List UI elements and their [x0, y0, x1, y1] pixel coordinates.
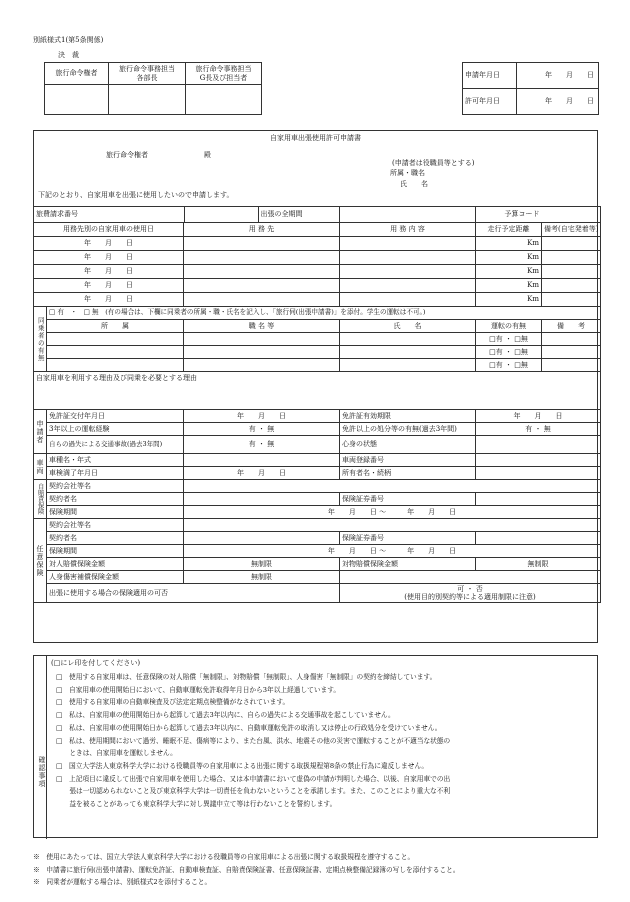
- permit-date-value[interactable]: 年 月 日: [517, 89, 599, 115]
- use-header-distance: 走行予定距離: [476, 223, 542, 237]
- confirm-item[interactable]: □ 私は、自家用車の使用開始日から起算して過去3年以内に、自らの過失による交通事故を起こしていません。: [56, 711, 395, 720]
- dojo-header-title: 職 名 等: [184, 320, 340, 333]
- dept-label: 所属・職名: [390, 169, 425, 177]
- form-number: 別紙様式1(第5条関係): [33, 36, 104, 44]
- confirm-item[interactable]: □ 私は、自家用車の使用開始日から起算して過去3年以内に、自動車運転免許の取消し又は停止の行政処分を受けていません。: [56, 723, 442, 732]
- confirm-label: 確認事項: [34, 656, 47, 839]
- nini-label: 任意保険: [34, 519, 47, 603]
- vehicle-label: 車両: [34, 454, 47, 480]
- use-km[interactable]: Km: [476, 251, 542, 265]
- use-km[interactable]: Km: [476, 293, 542, 307]
- drive-choice[interactable]: □有 ・ □無: [476, 333, 542, 346]
- footnote: ※ 申請書に旅行伺(出張申請書)、運転免許証、自動車検査証、自賠責保険証書、任意保険証書、定期点検整備記録簿の写しを添付すること。: [33, 865, 460, 874]
- drive-choice[interactable]: □有 ・ □無: [476, 346, 542, 359]
- use-header-remarks: 備考(自宅発着等): [542, 223, 601, 237]
- approval-table: [44, 62, 262, 115]
- use-header-place: 用 務 先: [184, 223, 340, 237]
- use-km[interactable]: Km: [476, 265, 542, 279]
- use-header-date: 用務先別の自家用車の使用日: [34, 223, 184, 237]
- applicant-label: 申請者: [34, 410, 47, 454]
- intro-text: 下記のとおり、自家用車を出張に使用したいので申請します。: [38, 191, 234, 199]
- footnotes: [33, 851, 460, 889]
- confirm-list: [56, 671, 450, 811]
- addressee: 旅行命令権者: [106, 151, 148, 159]
- date-table: [462, 62, 599, 115]
- confirm-item[interactable]: □ 国立大学法人東京科学大学における役職員等の自家用車による出張に関する取扱規程第8条の禁止行為に違反しません。: [56, 761, 429, 770]
- jibai-label: 自賠責保険: [34, 480, 47, 519]
- use-date[interactable]: 年 月 日: [34, 251, 184, 265]
- confirm-item[interactable]: □ 使用する自家用車は、任意保険の対人賠償「無制限」、対物賠償「無制限」、人身傷害「無制限」の契約を締結しています。: [56, 673, 437, 681]
- apply-date-label: 申請年月日: [463, 63, 517, 89]
- confirm-item[interactable]: □ 自家用車の使用開始日において、自動車運転免許取得年月日から3年以上経過しています。: [56, 685, 341, 694]
- confirm-instruction: (□にレ印を付してください): [51, 659, 141, 667]
- dojo-header-name: 氏 名: [340, 320, 476, 333]
- footnote: ※ 同乗者が運転する場合は、別紙様式2を添付すること。: [33, 878, 212, 886]
- use-date[interactable]: 年 月 日: [34, 265, 184, 279]
- use-date[interactable]: 年 月 日: [34, 293, 184, 307]
- footnote: ※ 使用にあたっては、国立大学法人東京科学大学における役職員等の自家用車による出張に関する取扱規程を遵守すること。: [33, 853, 415, 861]
- confirm-item[interactable]: □ 上記項目に違反して出張で自家用車を使用した場合、又は本申請書において虚偽の申請が判明した場合、以後、自家用車での出: [56, 774, 451, 783]
- confirm-section: [33, 655, 598, 838]
- main-form: [33, 130, 598, 643]
- approver-1-seal[interactable]: [45, 85, 109, 115]
- name-label: 氏 名: [400, 180, 428, 188]
- drive-choice[interactable]: □有 ・ □無: [476, 359, 542, 372]
- ryohi-label: 旅費請求番号: [34, 207, 184, 223]
- use-date[interactable]: 年 月 日: [34, 237, 184, 251]
- applicant-note: (申請者は役職員等とする): [392, 159, 475, 167]
- permit-date-label: 許可年月日: [463, 89, 517, 115]
- confirm-item[interactable]: □ 私は、使用期間において過労、睡眠不足、傷病等により、また台風、洪水、地震その他の災害で運転することが不適当な状態の: [56, 736, 451, 745]
- approver-1: 旅行命令権者: [45, 63, 109, 85]
- yosan-label: 予算コード: [476, 207, 542, 223]
- approver-2: 旅行命令事務担当 各部長: [109, 63, 186, 85]
- kessai-label: 決 裁: [58, 51, 79, 59]
- approver-2-seal[interactable]: [109, 85, 186, 115]
- form-grid: 旅費請求番号 出張の全期間 予算コード 用務先別の自家用車の使用日 用 務 先 用 務 内 容 走行予定距離 備考(自宅発着等) 年 月 日 Km 年 月 日 Km 年 月 日 Km 年 月 日 Km 年 月 日 Km 同乗者の有無 □ 有 ・ □ 無 (有の場合は、下欄に同乗者の所属・職・氏名を記入し、「旅行伺(出張申請書)」を添付。学生の運転は不可。) 所 属 職 名 等 氏 名 運転の有無 備 考 □有 ・ □無 □有 ・ □無 □有 ・ □無 自家用車を利用する理由及び同乗を必要とする理由 申請者 免許証交付年月日 年 月 日 免許証有効期限 年 月 日 3年以上の運転経験 有 ・ 無 免許以上の処分等の有無(過去3年間) 有 ・ 無 自らの過失による交通事故(過去3年間) 有 ・ 無 心身の状態 車両 車種名・年式 車両登録番号 車検満了年月日 年 月 日 所有者名・続柄 自賠責保険 契約会社等名 契約者名 保険証券番号 保険期間 年 月 日 〜 年 月 日 任意保険 契約会社等名 契約者名 保険証券番号 保険期間 年 月 日 〜 年 月 日 対人賠償保険金額 無制限 対物賠償保険金額 無制限 人身傷害補償保険金額 無制限 出張に使用する場合の保険適用の可否 可 ・ 否 (使用目的別契約等による適用制限に注意): [33, 206, 601, 603]
- use-date[interactable]: 年 月 日: [34, 279, 184, 293]
- tekiyo-value[interactable]: 可 ・ 否 (使用目的別契約等による適用制限に注意): [340, 584, 601, 603]
- confirm-item[interactable]: □ 使用する自家用車の自動車検査及び法定定期点検整備がなされています。: [56, 698, 290, 707]
- approver-3-seal[interactable]: [186, 85, 262, 115]
- approver-3: 旅行命令事務担当 G長及び担当者: [186, 63, 262, 85]
- confirm-item-cont: 張は一切認められないこと及び東京科学大学は一切責任を負わないということを承諾します。また、このことにより重大な不利: [56, 787, 451, 796]
- kikan-value[interactable]: [340, 207, 476, 223]
- kikan-label: 出張の全期間: [258, 207, 303, 222]
- dojo-header-remarks: 備 考: [542, 320, 601, 333]
- form-title: 自家用車出張使用許可申請書: [270, 134, 361, 142]
- apply-date-value[interactable]: 年 月 日: [517, 63, 599, 89]
- confirm-item-cont: 益を被ることがあっても東京科学大学に対し異議申立て等は行わないことを誓約します。: [56, 800, 337, 809]
- dojo-header-drive: 運転の有無: [476, 320, 542, 333]
- use-header-content: 用 務 内 容: [340, 223, 476, 237]
- dojo-header-dept: 所 属: [47, 320, 184, 333]
- reason-field[interactable]: 自家用車を利用する理由及び同乗を必要とする理由: [34, 372, 601, 410]
- dojo-note[interactable]: □ 有 ・ □ 無 (有の場合は、下欄に同乗者の所属・職・氏名を記入し、「旅行伺(出張申請書)」を添付。学生の運転は不可。): [47, 307, 601, 320]
- dono: 殿: [204, 151, 211, 159]
- confirm-item-cont: ときは、自家用車を運転しません。: [56, 749, 177, 758]
- tekiyo-label: 出張に使用する場合の保険適用の可否: [47, 584, 340, 603]
- use-km[interactable]: Km: [476, 279, 542, 293]
- dojo-label: 同乗者の有無: [34, 307, 47, 372]
- yosan-value[interactable]: [542, 207, 601, 223]
- use-km[interactable]: Km: [476, 237, 542, 251]
